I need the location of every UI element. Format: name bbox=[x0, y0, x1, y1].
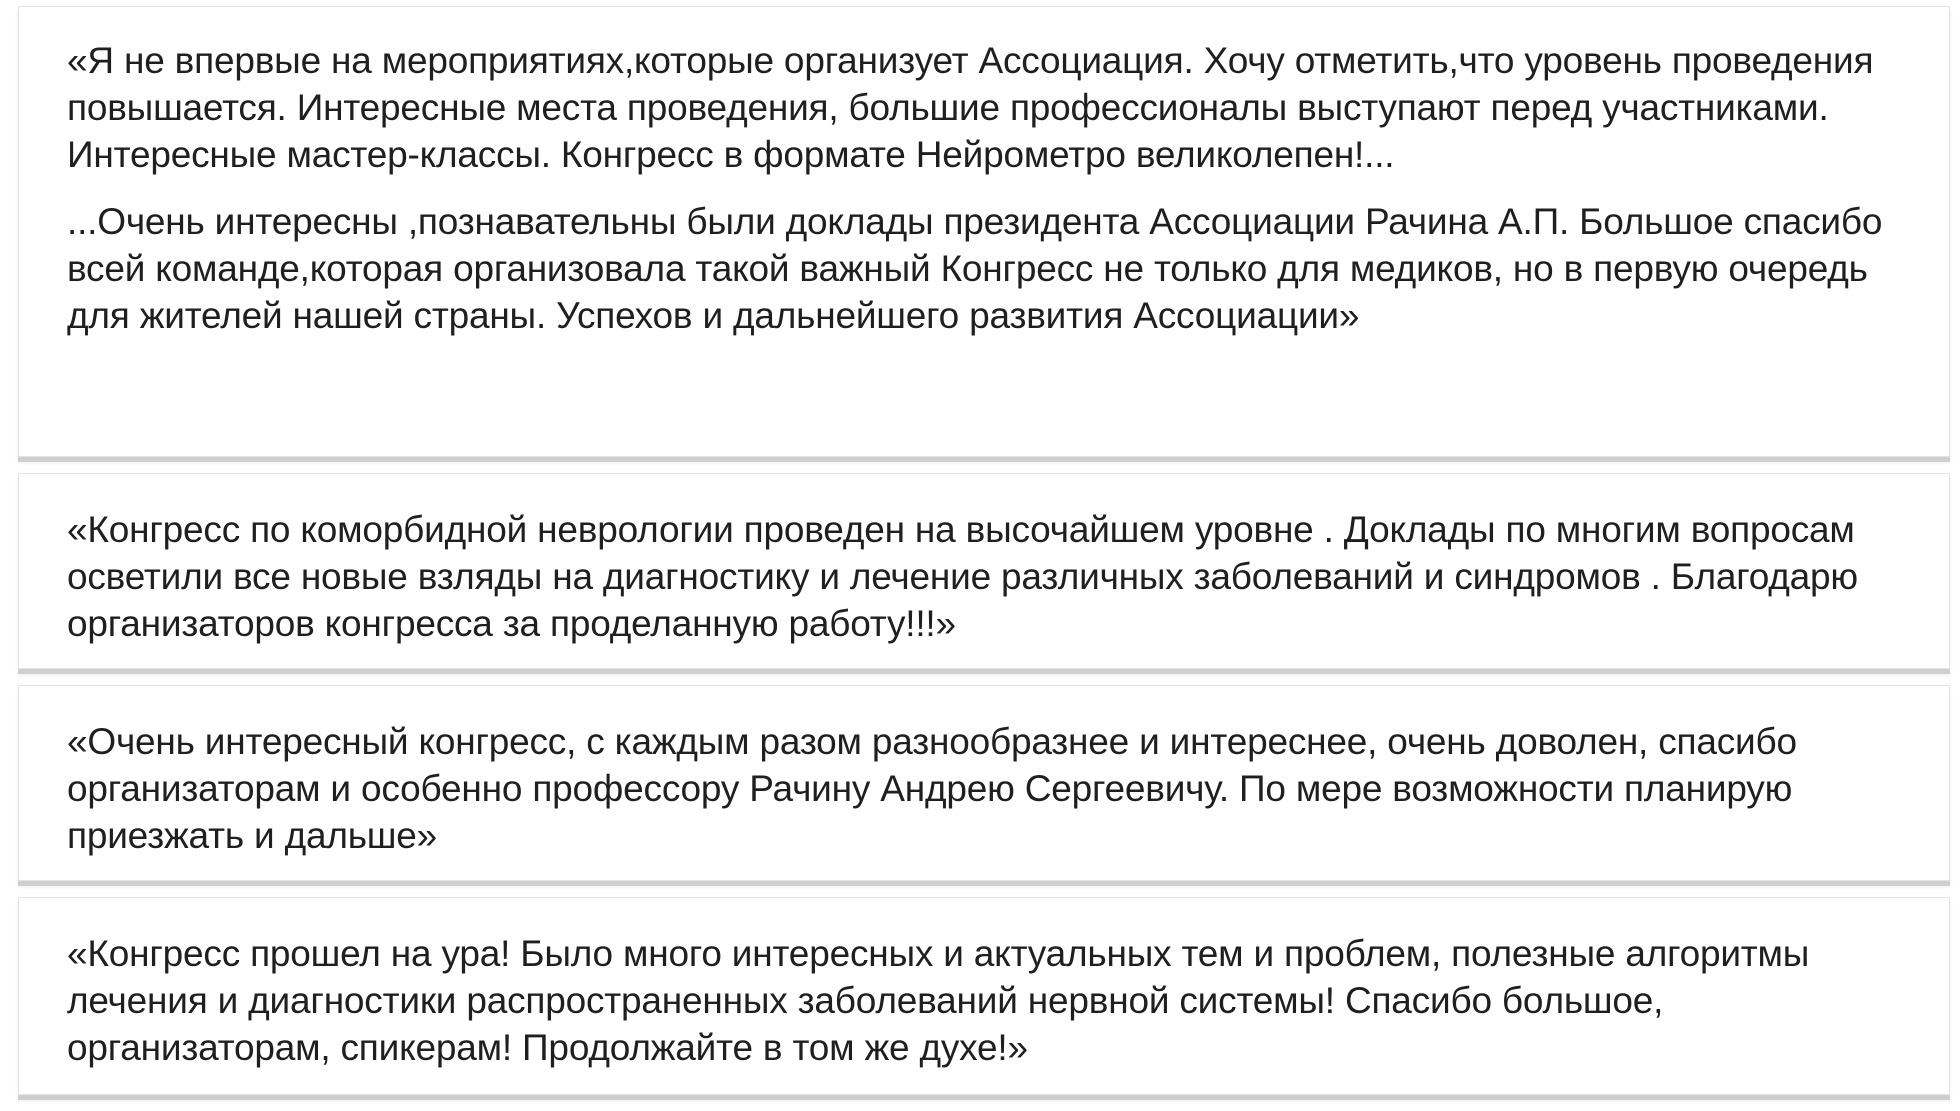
review-text: «Очень интересный конгресс, с каждым разом разнообразнее и интереснее, очень доволен, спасибо организаторам и особенно профессору Рачину Андрею Сергеевичу. По мере возможности планирую приезжать и дальше» bbox=[67, 721, 1797, 856]
review-card bbox=[18, 897, 1950, 1095]
review-text-continued: ...Очень интересны ,познавательны были доклады президента Ассоциации Рачина А.П. Большое спасибо всей команде,которая организовала такой важный Конгресс не только для медиков, но в первую очередь для жителей нашей страны. Успехов и дальнейшего развития Ассоциации» bbox=[67, 201, 1883, 336]
review-card bbox=[18, 685, 1950, 881]
review-text: «Конгресс прошел на ура! Было много интересных и актуальных тем и проблем, полезные алгоритмы лечения и диагностики распространенных заболеваний нервной системы! Спасибо большое, организаторам, спикерам! Продолжайте в том же духе!» bbox=[67, 933, 1810, 1068]
review-text: «Конгресс по коморбидной неврологии проведен на высочайшем уровне . Доклады по многим вопросам осветили все новые взляды на диагностику и лечение различных заболеваний и синдромов . Благодарю организаторов конгресса за проделанную работу!!!» bbox=[67, 509, 1858, 644]
review-text: «Я не впервые на мероприятиях,которые организует Ассоциация. Хочу отметить,что уровень проведения повышается. Интересные места проведения, большие профессионалы выступают перед участниками. Интересные мастер-классы. Конгресс в формате Нейрометро великолепен!... bbox=[67, 40, 1874, 175]
reviews-list bbox=[18, 6, 1950, 1111]
review-card bbox=[18, 6, 1950, 457]
review-card bbox=[18, 473, 1950, 669]
